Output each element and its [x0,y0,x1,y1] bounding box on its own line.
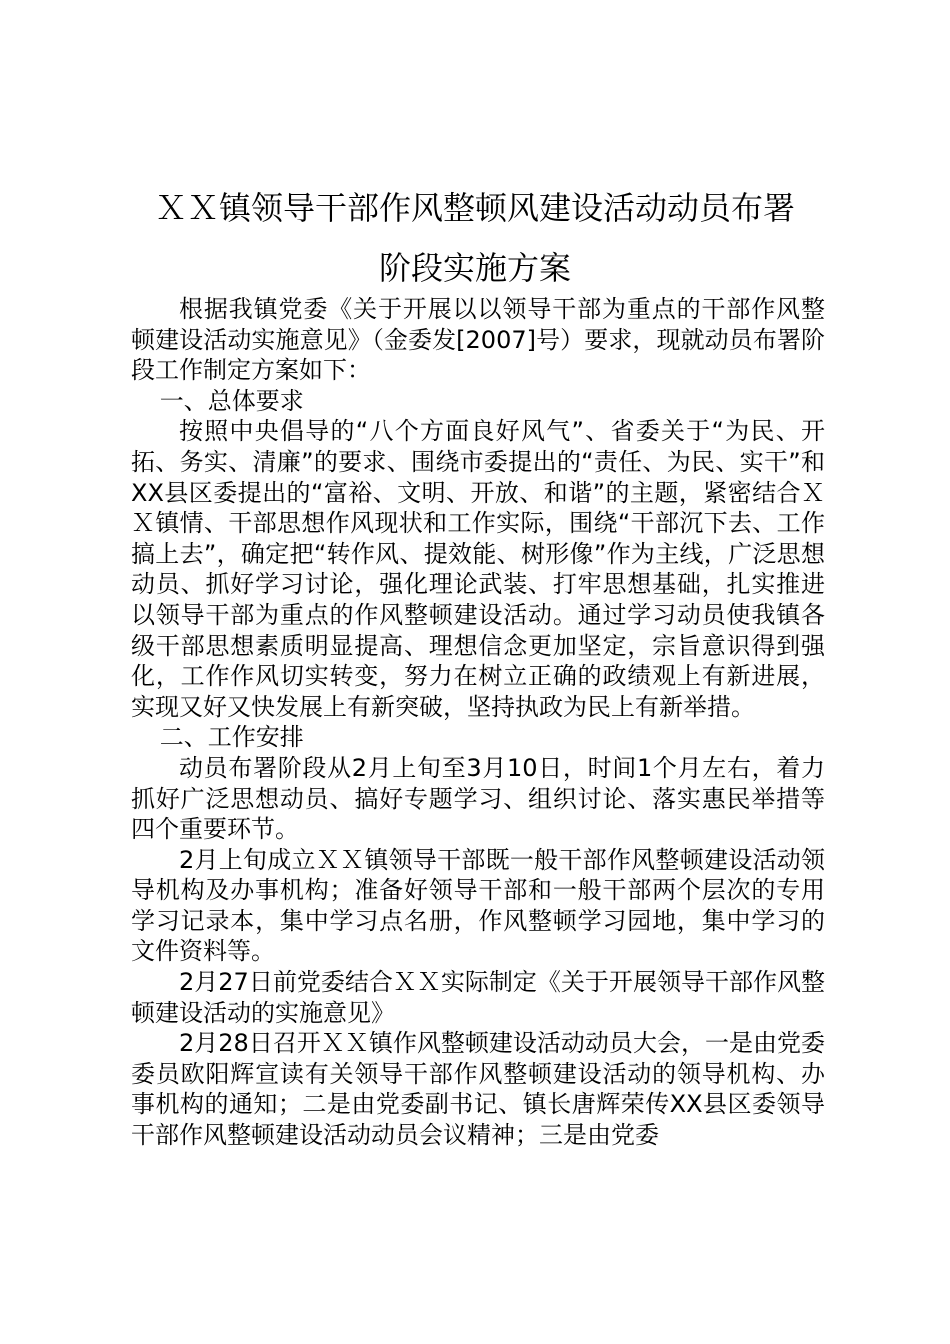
feb-28-paragraph: 2月28日召开ＸＸ镇作风整顿建设活动动员大会，一是由党委委员欧阳辉宣读有关领导干部作风整顿建设活动的领导机构、办事机构的通知；二是由党委副书记、镇长唐辉荣传XX县区委领导干部作风整顿建设活动动员会议精神；三是由党委 [131,1029,825,1150]
requirements-paragraph: 按照中央倡导的“八个方面良好风气”、省委关于“为民、开拓、务实、清廉”的要求、围绕市委提出的“责任、为民、实干”和XX县区委提出的“富裕、文明、开放、和谐”的主题，紧密结合ＸＸ镇情、干部思想作风现状和工作实际，围绕“干部沉下去、工作搞上去”，确定把“转作风、提效能、树形像”作为主线，广泛思想动员、抓好学习讨论，强化理论武装、打牢思想基础，扎实推进以领导干部为重点的作风整顿建设活动。通过学习动员使我镇各级干部思想素质明显提高、理想信念更加坚定，宗旨意识得到强化，工作作风切实转变，努力在树立正确的政绩观上有新进展，实现又好又快发展上有新突破，坚持执政为民上有新举措。 [131,417,825,721]
document-title-line-1: ＸＸ镇领导干部作风整顿风建设活动动员布署 [154,189,795,227]
early-february-paragraph: 2月上旬成立ＸＸ镇领导干部既一般干部作风整顿建设活动领导机构及办事机构；准备好领导干部和一般干部两个层次的专用学习记录本，集中学习点名册，作风整顿学习园地，集中学习的文件资料等。 [131,845,825,966]
document-body [131,294,825,1151]
arrangement-paragraph: 动员布署阶段从2月上旬至3月10日，时间1个月左右，着力抓好广泛思想动员、搞好专题学习、组织讨论、落实惠民举措等四个重要环节。 [131,753,825,844]
section-heading-general-requirements: 一、总体要求 [159,386,304,415]
feb-27-paragraph: 2月27日前党委结合ＸＸ实际制定《关于开展领导干部作风整顿建设活动的实施意见》 [131,968,825,1027]
section-heading-work-arrangement: 二、工作安排 [159,723,304,752]
document-title-line-2: 阶段实施方案 [378,249,571,287]
intro-paragraph: 根据我镇党委《关于开展以以领导干部为重点的干部作风整顿建设活动实施意见》（金委发[2007]号）要求，现就动员布署阶段工作制定方案如下： [131,295,825,385]
